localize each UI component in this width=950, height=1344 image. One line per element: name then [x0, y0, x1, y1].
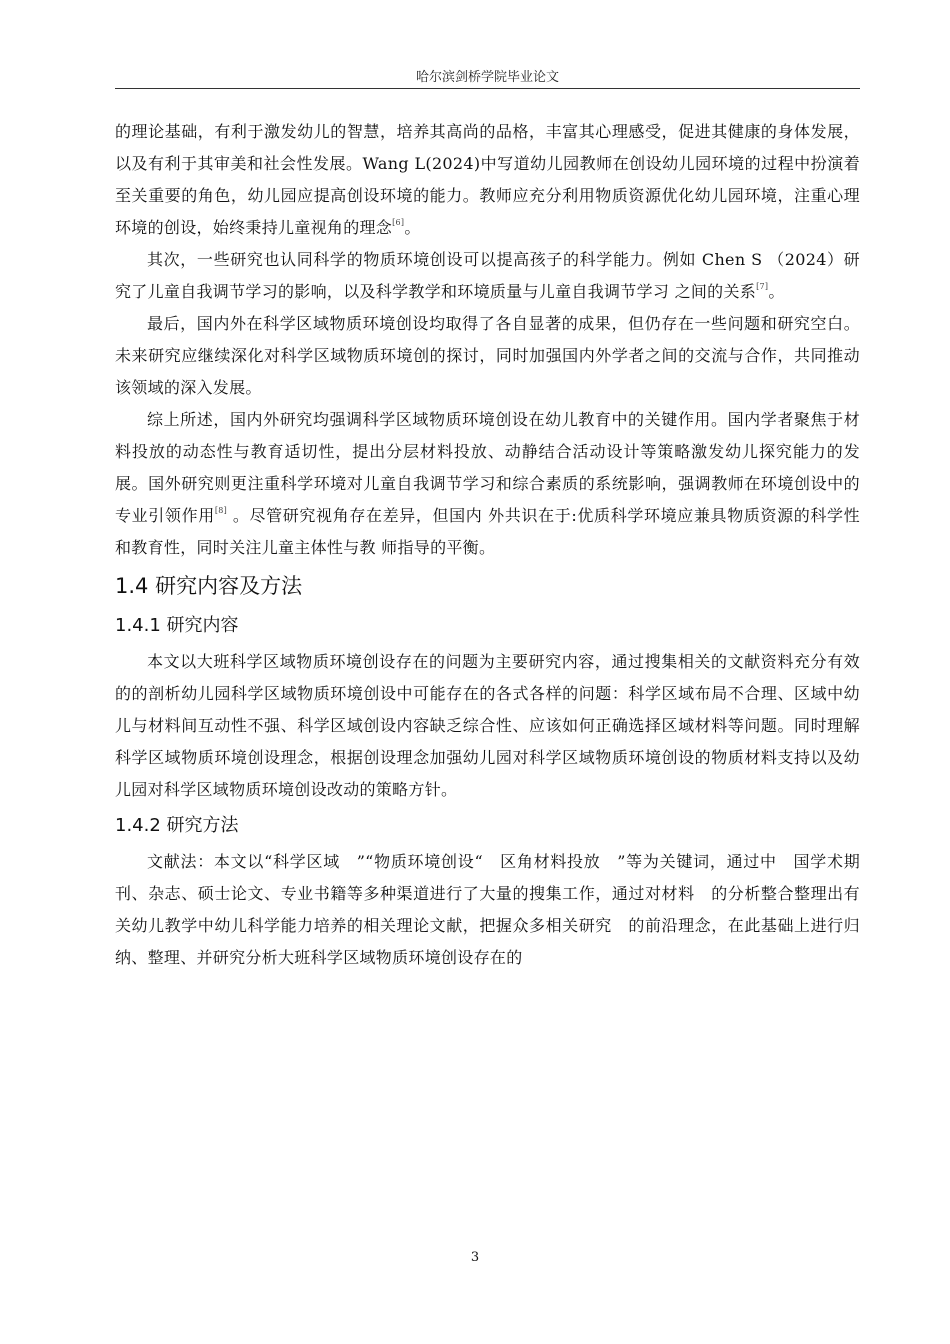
- paragraph-4-continued: 。尽管研究视角存在差异，但国内 外共识在于:优质科学环境应兼具物质资源的科学性和教育性，同时关注儿童主体性与教 师指导的平衡。: [115, 506, 860, 557]
- page-number: 3: [470, 1250, 480, 1265]
- paragraph-research-content: 本文以大班科学区域物质环境创设存在的问题为主要研究内容，通过搜集相关的文献资料充分有效的的剖析幼儿园科学区域物质环境创设中可能存在的各式各样的问题：科学区域布局不合理、区域中幼儿与材料间互动性不强、科学区域创设内容缺乏综合性、应该如何正确选择区域材料等问题。同时理解科学区域物质环境创设理念，根据创设理念加强幼儿园对科学区域物质环境创设的物质材料支持以及幼儿园对科学区域物质环境创设改动的策略方针。: [115, 652, 860, 799]
- document-body: [115, 116, 860, 974]
- paragraph-1-text: 的理论基础，有利于激发幼儿的智慧，培养其高尚的品格，丰富其心理感受，促进其健康的身体发展，以及有利于其审美和社会性发展。Wang L(2024)中写道幼儿园教师在创设幼儿园环境的过程中扮演着至关重要的角色，幼儿园应提高创设环境的能力。教师应充分利用物质资源优化幼儿园环境，注重心理环境的创设，始终秉持儿童视角的理念: [115, 122, 860, 237]
- paragraph-3: 最后，国内外在科学区域物质环境创设均取得了各自显著的成果，但仍存在一些问题和研究空白。未来研究应继续深化对科学区域物质环境创的探讨，同时加强国内外学者之间的交流与合作，共同推动该领域的深入发展。: [115, 314, 860, 397]
- paragraph-4-text: 综上所述，国内外研究均强调科学区域物质环境创设在幼儿教育中的关键作用。国内学者聚焦于材料投放的动态性与教育适切性，提出分层材料投放、动静结合活动设计等策略激发幼儿探究能力的发展。国外研究则更注重科学环境对儿童自我调节学习和综合素质的系统影响，强调教师在环境创设中的专业引领作用: [115, 410, 860, 525]
- paragraph-1: [115, 116, 860, 244]
- subsection-heading-1-4-2: 1.4.2 研究方法: [115, 815, 239, 836]
- paragraph-2-end: 。: [768, 282, 785, 301]
- paragraph-4: [115, 404, 860, 564]
- citation-7: [7]: [756, 282, 769, 291]
- section-heading-1-4: 1.4 研究内容及方法: [115, 574, 303, 598]
- citation-8: [8]: [214, 506, 228, 515]
- paragraph-2-text: 其次，一些研究也认同科学的物质环境创设可以提高孩子的科学能力。例如 Chen S （2024）研究了儿童自我调节学习的影响，以及科学教学和环境质量与儿童自我调节学习 之间的关系: [115, 250, 860, 301]
- citation-6: [6]: [392, 218, 405, 227]
- paragraph-1-end: 。: [404, 218, 421, 237]
- paragraph-research-method: 文献法：本文以“科学区域 ”“物质环境创设“ 区角材料投放 ”等为关键词，通过中 国学术期刊、杂志、硕士论文、专业书籍等多种渠道进行了大量的搜集工作，通过对材料 的分析整合整理出有关幼儿教学中幼儿科学能力培养的相关理论文献，把握众多相关研究 的前沿理念，在此基础上进行归纳、整理、并研究分析大班科学区域物质环境创设存在的: [115, 852, 860, 967]
- page-header: 哈尔滨剑桥学院毕业论文: [415, 70, 559, 85]
- subsection-heading-1-4-1: 1.4.1 研究内容: [115, 615, 239, 636]
- header-rule: [115, 88, 860, 89]
- paragraph-2: [115, 244, 860, 308]
